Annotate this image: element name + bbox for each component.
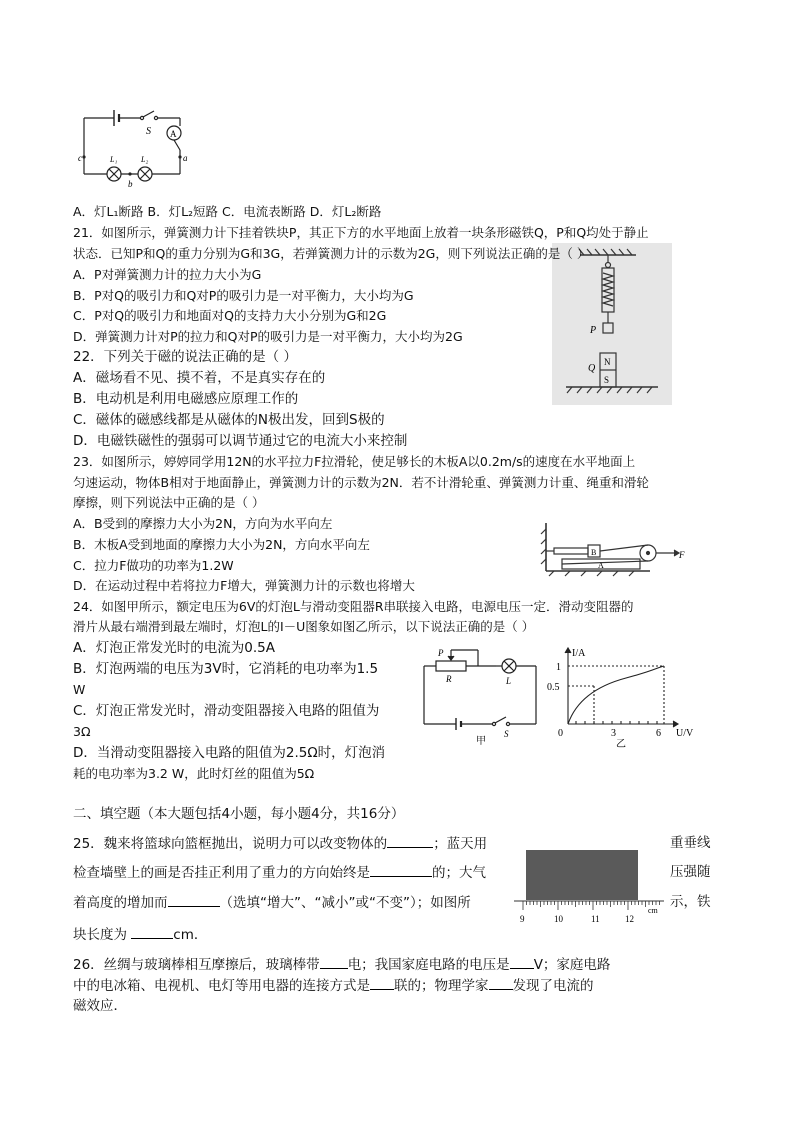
- q24-option-a: A．灯泡正常发光时的电流为0.5A: [73, 640, 275, 656]
- section-2-heading: 二、填空题（本大题包括4小题，每小题4分，共16分）: [73, 806, 405, 822]
- q21-stem-line2: 状态．已知P和Q的重力分别为G和3G，若弹簧测力计的示数为2G，则下列说法正确的是（ ）: [73, 246, 590, 261]
- q25-text-h: （选填“增大”、“减小”或“不变”）；如图所: [219, 895, 471, 911]
- q23-stem-line3: 摩擦，则下列说法中正确的是（ ）: [73, 495, 265, 510]
- q26-text-e: 联的；物理学家: [394, 978, 489, 994]
- q21-option-d: D．弹簧测力计对P的拉力和Q对P的吸引力是一对平衡力，大小均为2G: [73, 329, 463, 344]
- graph-origin: 0: [558, 728, 563, 739]
- q23-stem-line1: 23．如图所示，婷婷同学用12N的水平拉力F拉滑轮，使足够长的木板A以0.2m/s的速度在水平地面上: [73, 454, 636, 469]
- q23-option-d: D．在运动过程中若将拉力F增大，弹簧测力计的示数也将增大: [73, 578, 415, 593]
- q25-text-b: ；蓝天用: [433, 836, 488, 852]
- circuit-diagram-24: [416, 646, 548, 746]
- q25-line4: [73, 926, 207, 943]
- q26-text-c: V；家庭电路: [533, 957, 611, 973]
- q23-option-c: C．拉力F做功的功率为1.2W: [73, 558, 234, 573]
- pole-s-label: S: [604, 375, 610, 385]
- point-c-label: c: [78, 153, 82, 163]
- magnet-q-label: Q: [588, 363, 596, 374]
- q26-text-f: 发现了电流的: [512, 978, 594, 994]
- graph-x-tick-3: 3: [611, 728, 616, 739]
- ruler-label-9: 9: [520, 914, 525, 924]
- lamp-l1-label: L₁: [110, 155, 118, 164]
- q26-blank-1[interactable]: [320, 956, 348, 969]
- q25-text-g: 着高度的增加而: [73, 895, 168, 911]
- q25-text-d: 检查墙壁上的画是否挂正利用了重力的方向始终是: [73, 865, 370, 881]
- q26-line2: [73, 977, 594, 994]
- q26-line1: [73, 956, 610, 973]
- q25-blank-2[interactable]: [370, 864, 432, 877]
- slider-p-label: P: [438, 648, 444, 658]
- ruler-label-10: 10: [554, 914, 563, 924]
- q26-line3: 磁效应．: [73, 998, 127, 1014]
- board-a-label: A: [598, 561, 604, 570]
- circuit-diagram-top: [78, 104, 190, 188]
- switch-s-label: S: [504, 729, 509, 739]
- q24-stem-line1: 24．如图甲所示，额定电压为6V的灯泡L与滑动变阻器R串联接入电路，电源电压一定．滑动变阻器的: [73, 599, 634, 614]
- block-b-label: B: [591, 548, 597, 557]
- q25-text-j: 块长度为: [73, 927, 132, 943]
- switch-label: S: [146, 126, 151, 137]
- point-a-label: a: [183, 153, 188, 163]
- q25-line1: [73, 835, 487, 852]
- point-b-label: b: [128, 179, 133, 188]
- q24-option-c-cont: 3Ω: [73, 724, 91, 739]
- q21-stem-line1: 21．如图所示，弹簧测力计下挂着铁块P，其正下方的水平地面上放着一块条形磁铁Q，P和Q均处于静止: [73, 225, 649, 240]
- q25-text-a: 25．魏来将篮球向篮框抛出，说明力可以改变物体的: [73, 836, 388, 852]
- q25-line2-right: 压强随: [670, 864, 711, 880]
- iron-block: [526, 850, 638, 900]
- q26-text-d: 中的电冰箱、电视机、电灯等用电器的连接方式是: [73, 978, 370, 994]
- ruler-label-12: 12: [625, 914, 634, 924]
- ammeter-label: A: [170, 129, 177, 139]
- q25-line3: [73, 894, 471, 911]
- q25-line3-right: 示，铁: [670, 894, 711, 910]
- iu-graph: [546, 646, 702, 750]
- q25-line2: [73, 864, 486, 881]
- q25-text-k: cm．: [173, 927, 208, 943]
- graph-y-tick-05: 0.5: [547, 682, 560, 693]
- q25-blank-4[interactable]: [131, 926, 173, 939]
- q22-option-a: A．磁场看不见、摸不着，不是真实存在的: [73, 370, 326, 386]
- figure-jia-caption: 甲: [476, 736, 486, 746]
- board-pulley-figure: [540, 521, 688, 579]
- q25-blank-3[interactable]: [168, 894, 220, 907]
- q26-text-a: 26．丝绸与玻璃棒相互摩擦后，玻璃棒带: [73, 957, 320, 973]
- q25-line1-right: 重垂线: [670, 835, 711, 851]
- pole-n-label: N: [604, 357, 611, 367]
- q25-text-e: 的；大气: [432, 865, 486, 881]
- ruler: [514, 900, 664, 924]
- q22-option-b: B．电动机是利用电磁感应原理工作的: [73, 391, 299, 407]
- q24-option-b: B．灯泡两端的电压为3V时，它消耗的电功率为1.5: [73, 661, 379, 677]
- graph-y-label: I/A: [572, 648, 586, 659]
- iron-block-ruler-figure: [514, 850, 664, 924]
- graph-y-tick-1: 1: [556, 662, 561, 673]
- spring-magnet-figure: [552, 243, 672, 405]
- figure-yi-caption: 乙: [616, 739, 626, 750]
- q21-option-c: C．P对Q的吸引力和地面对Q的支持力大小分别为G和2G: [73, 308, 387, 323]
- q24-option-b-cont: W: [73, 682, 86, 697]
- q25-blank-1[interactable]: [387, 835, 433, 848]
- force-f-label: F: [679, 550, 685, 560]
- q23-stem-line2: 匀速运动，物体B相对于地面静止，弹簧测力计的示数为2N．若不计滑轮重、弹簧测力计重、绳重和滑轮: [73, 475, 649, 490]
- q21-option-a: A．P对弹簧测力计的拉力大小为G: [73, 267, 262, 282]
- q24-option-c: C．灯泡正常发光时，滑动变阻器接入电路的阻值为: [73, 703, 380, 719]
- iron-p-label: P: [590, 325, 597, 336]
- graph-x-label: U/V: [676, 728, 694, 739]
- q24-option-d: D．当滑动变阻器接入电路的阻值为2.5Ω时，灯泡消: [73, 745, 386, 761]
- q23-option-a: A．B受到的摩擦力大小为2N，方向为水平向左: [73, 516, 333, 531]
- q26-blank-2[interactable]: [510, 956, 534, 969]
- graph-x-tick-6: 6: [656, 728, 661, 739]
- lamp-l-label: L: [506, 676, 512, 686]
- q23-option-b: B．木板A受到地面的摩擦力大小为2N，方向水平向左: [73, 537, 370, 552]
- ruler-unit: cm: [648, 906, 658, 915]
- q22-option-c: C．磁体的磁感线都是从磁体的N极出发，回到S极的: [73, 412, 385, 428]
- lamp-l2-label: L₂: [141, 155, 149, 164]
- q24-option-d-cont: 耗的电功率为3.2 W，此时灯丝的阻值为5Ω: [73, 766, 315, 781]
- q22-stem: 22．下列关于磁的说法正确的是（ ）: [73, 349, 297, 365]
- q26-text-b: 电；我国家庭电路的电压是: [347, 957, 510, 973]
- q20-options: A．灯L₁断路 B．灯L₂短路 C．电流表断路 D．灯L₂断路: [73, 204, 382, 219]
- q26-blank-4[interactable]: [489, 977, 513, 990]
- q26-blank-3[interactable]: [370, 977, 394, 990]
- q22-option-d: D．电磁铁磁性的强弱可以调节通过它的电流大小来控制: [73, 433, 408, 449]
- ruler-label-11: 11: [591, 914, 600, 924]
- q24-stem-line2: 滑片从最右端滑到最左端时，灯泡L的I－U图象如图乙所示，以下说法正确的是（ ）: [73, 619, 535, 634]
- rheostat-r-label: R: [446, 674, 452, 684]
- q21-option-b: B．P对Q的吸引力和Q对P的吸引力是一对平衡力，大小均为G: [73, 288, 414, 303]
